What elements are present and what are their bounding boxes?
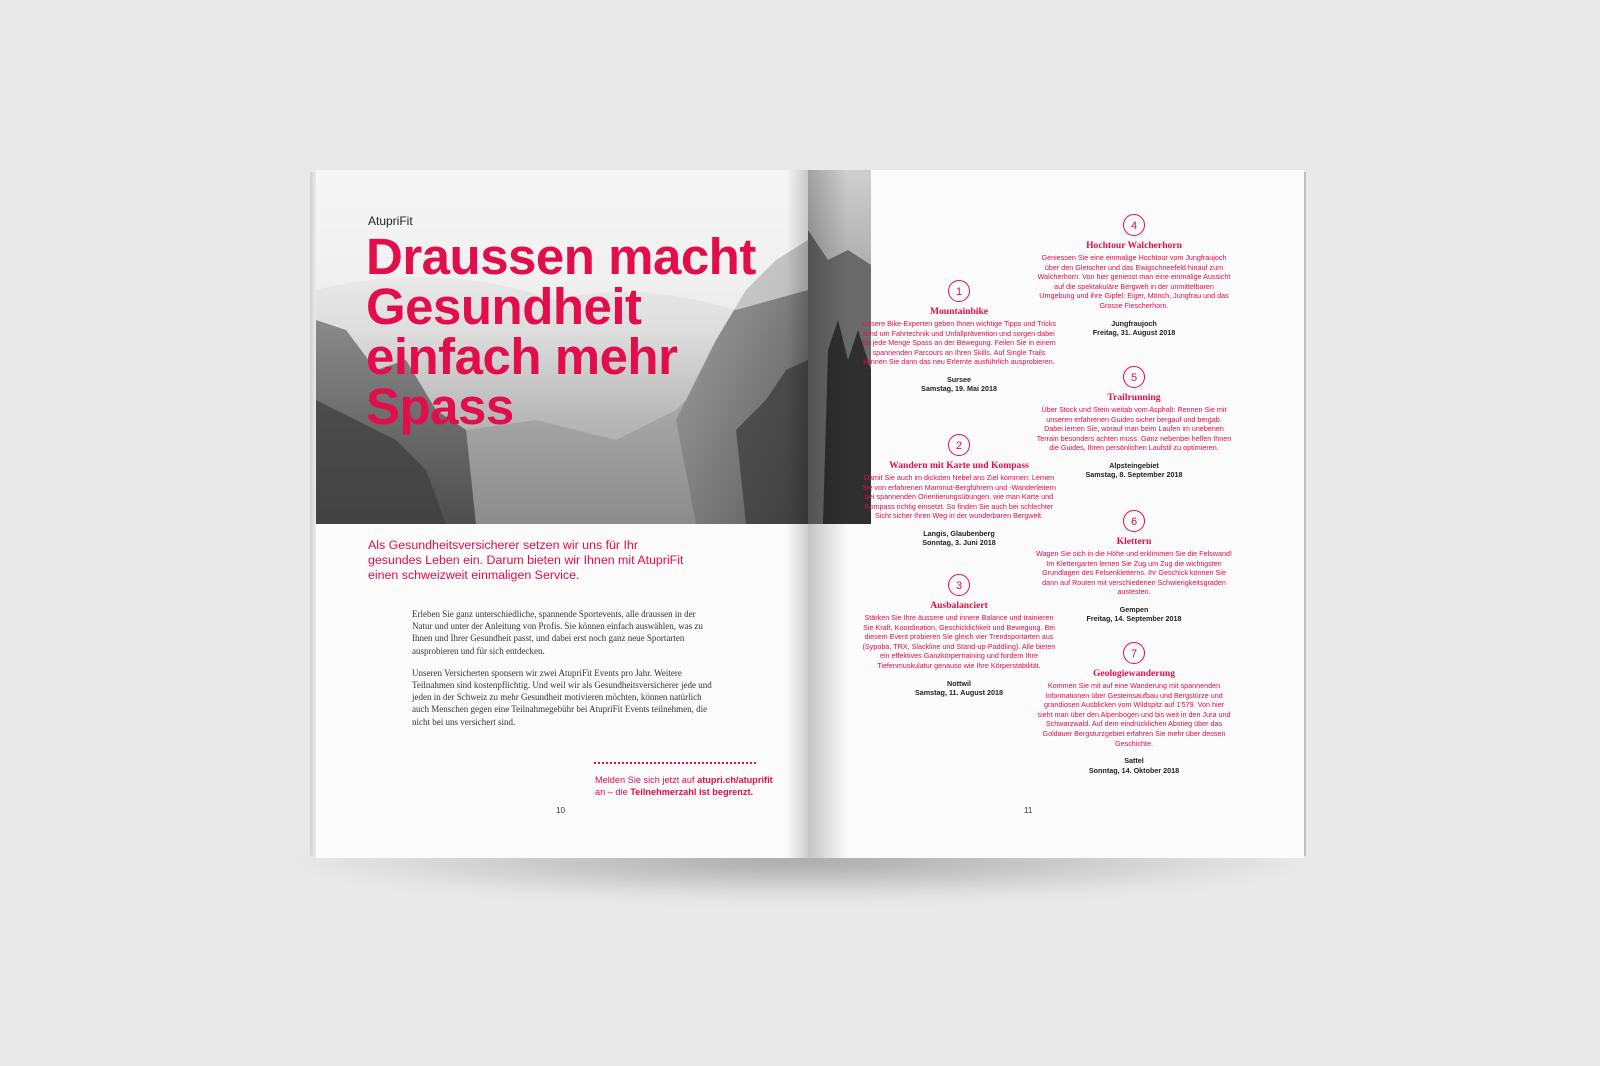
event-date: Samstag, 11. August 2018: [914, 688, 1004, 698]
event-location: Sattel: [1124, 756, 1144, 766]
headline-line-1: Draussen macht: [366, 228, 756, 285]
event-title: Ausbalanciert: [930, 600, 988, 611]
body-text: [412, 608, 712, 738]
event-number-badge: 1: [948, 280, 970, 302]
event-location: Sursee: [947, 374, 971, 384]
page-number-right: 11: [1024, 806, 1033, 815]
call-to-action: [595, 774, 795, 798]
headline-line-2: Gesundheit: [366, 278, 642, 335]
event-title: Trailrunning: [1107, 392, 1161, 403]
event-1: [861, 280, 1057, 394]
event-3: [861, 574, 1057, 698]
event-number-badge: 7: [1123, 642, 1145, 664]
event-description: Unsere Bike-Experten geben Ihnen wichtige Tipps und Tricks rund um Fahrtechnik und Unfallprävention und sorgen dabei für jede Menge Spass an der Bewegung. Feilen Sie in einem spannenden Parcours an Ihren Skills. Auf Single Trails können Sie dann das neu Erlernte ausführlich ausprobieren.: [861, 319, 1057, 367]
event-description: Über Stock und Stein weitab vom Asphalt: Rennen Sie mit unseren erfahrenen Guides sicher bergauf und bergab. Dabei lernen Sie, worauf man beim Laufen im unebenen Terrain besonders achten muss. Ganz nebenbei helfen Ihnen die Guides, Ihren persönlichen Laufstil zu optimieren.: [1036, 405, 1232, 453]
event-location: Nottwil: [947, 678, 971, 688]
kicker-label: AtupriFit: [368, 214, 413, 228]
gutter-shadow-right: [808, 170, 848, 858]
event-description: Kommen Sie mit auf eine Wanderung mit spannenden Informationen über Gesteinsaufbau und Bergstürze und grandiosen Ausblicken vom Wildspitz auf 1'579. Von hier sieht man über den Alpenbogen und bis weit in den Jura und Schwarzwald. Auf dem eindrücklichen Abstieg über das Goldauer Bergsturzgebiet erfahren Sie mehr über dessen Geschichte.: [1037, 681, 1231, 748]
event-number-badge: 5: [1123, 366, 1145, 388]
headline-line-4: Spass: [366, 378, 514, 435]
cta-mid: an – die: [595, 787, 631, 797]
event-title: Mountainbike: [929, 306, 989, 317]
event-description: Stärken Sie Ihre äussere und innere Balance und trainieren Sie Kraft, Koordination, Geschicklichkeit und Bewegung. Bei diesem Event probieren Sie gleich vier Trendsportarten aus (Sypoba, TRX, Slackline und Stand-up-Paddling). Alle bieten ein effektives Ganzkörpertraining und fordern Ihre Tiefenmuskulatur genauso wie Ihre Körperstabilität.: [862, 613, 1056, 670]
event-description: Wagen Sie sich in die Höhe und erklimmen Sie die Felswand! Im Klettergarten lernen Sie Zug um Zug die wichtigsten Grundlagen des Felsenkletterns. Ihr Geschick können Sie dann auf Routen mit verschiedenen Schwierigkeitsgraden austesten.: [1036, 549, 1232, 597]
event-4: [1036, 214, 1232, 338]
intro-text: Als Gesundheitsversicherer setzen wir uns für Ihr gesundes Leben ein. Darum bieten wir Ihnen mit AtupriFit einen schweizweit einmaligen Service.: [368, 538, 684, 582]
page-headline: [366, 228, 806, 435]
event-location: Gempen: [1119, 604, 1149, 614]
event-2: [861, 434, 1057, 548]
event-date: Sonntag, 14. Oktober 2018: [1088, 765, 1180, 775]
event-7: [1036, 642, 1232, 775]
event-number-badge: 3: [948, 574, 970, 596]
event-date: Sonntag, 3. Juni 2018: [922, 538, 996, 548]
right-page: [808, 170, 1304, 858]
event-number-badge: 2: [948, 434, 970, 456]
event-number-badge: 4: [1123, 214, 1145, 236]
event-description: Geniessen Sie eine einmalige Hochtour vom Jungfraujoch über den Gletscher und das Ewigschneefeld hinauf zum Walcherhorn. Von hier geniesst man eine einmalige Aussicht auf die spektakuläre Bergwelt in der unmittelbaren Umgebung und ihre Gipfel: Eiger, Mönch, Jungfrau und das Grosse Fiescherhorn.: [1037, 253, 1231, 310]
event-title: Hochtour Walcherhorn: [1086, 240, 1182, 251]
event-date: Samstag, 8. September 2018: [1085, 470, 1183, 480]
gutter-shadow-left: [786, 170, 808, 858]
event-6: [1036, 510, 1232, 624]
event-location: Jungfraujoch: [1111, 318, 1157, 328]
event-title: Wandern mit Karte und Kompass: [889, 460, 1029, 471]
event-date: Freitag, 31. August 2018: [1092, 328, 1176, 338]
body-paragraph-1: Erleben Sie ganz unterschiedliche, spannende Sportevents, alle draussen in der Natur und unter der Anleitung von Profis. Sie können einfach auswählen, was zu Ihnen und Ihrer Gesundheit passt, und dabei erst noch ganz neue Sportarten ausprobieren und für sich entdecken.: [412, 609, 703, 656]
body-paragraph-2: Unseren Versicherten sponsern wir zwei AtupriFit Events pro Jahr. Weitere Teilnahmen sind kostenpflichtig. Und weil wir als Gesundheitsversicherer jede und jeden in der Schweiz zu mehr Gesundheit motivieren möchten, können natürlich auch Menschen gegen eine Teilnahmegebühr bei AtupriFit Events teilnehmen, die nicht bei uns versichert sind.: [412, 667, 712, 727]
cta-link[interactable]: atupri.ch/atuprifit: [697, 775, 773, 785]
left-page: [316, 170, 808, 858]
event-number-badge: 6: [1123, 510, 1145, 532]
magazine-spread: [316, 170, 1304, 858]
event-location: Alpsteingebiet: [1109, 460, 1159, 470]
cta-strong: Teilnehmerzahl ist begrenzt.: [630, 787, 754, 797]
event-date: Freitag, 14. September 2018: [1086, 614, 1182, 624]
page-number-left: 10: [556, 806, 565, 815]
event-date: Samstag, 19. Mai 2018: [921, 384, 997, 394]
cta-prefix: Melden Sie sich jetzt auf: [595, 775, 698, 785]
event-description: Damit Sie auch im dicksten Nebel ans Ziel kommen: Lernen Sie von erfahrenen Mammut-Bergführern und -Wanderleitern bei spannenden Orientierungsübungen, wie man Karte und Kompass richtig einsetzt. So finden Sie auch bei schlechter Sicht sicher Ihren Weg in der wunderbaren Bergwelt.: [862, 473, 1056, 521]
headline-line-3: einfach mehr: [366, 328, 678, 385]
event-title: Geologiewanderung: [1092, 668, 1176, 679]
dotted-divider: [594, 762, 756, 764]
event-location: Langis, Glaubenberg: [923, 528, 995, 538]
event-title: Klettern: [1116, 536, 1152, 547]
event-5: [1036, 366, 1232, 480]
